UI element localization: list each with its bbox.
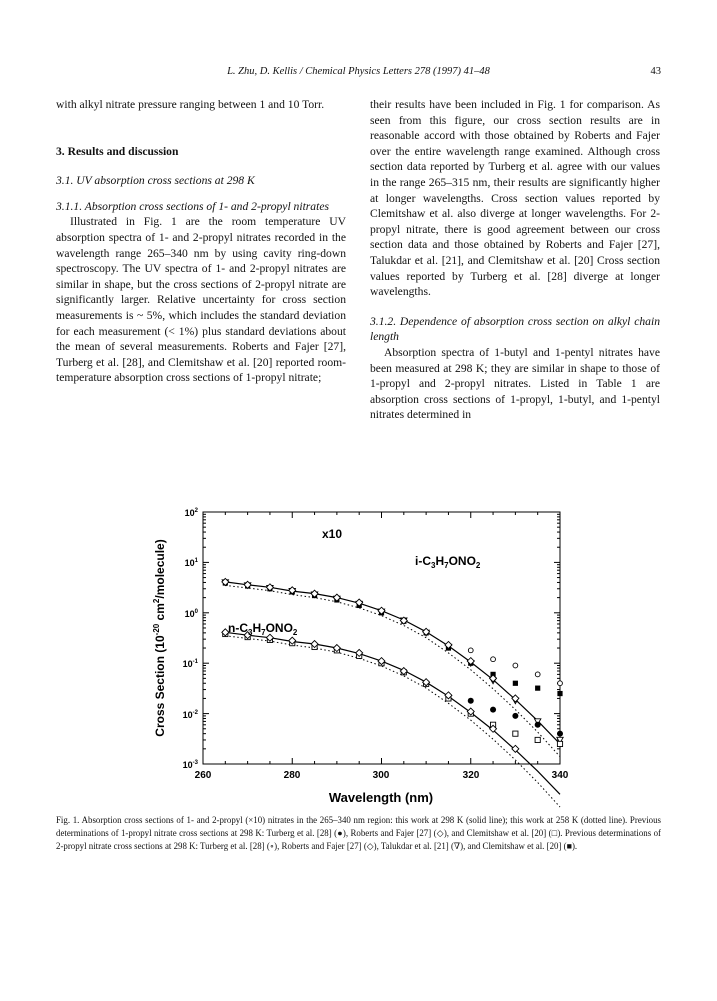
- paragraph: their results have been included in Fig. 1 for comparison. As seen from this figure, our cross section results are in reasonable accord with those obtained by Roberts and Fajer over the entire wavelength range examined. Although cross section data reported by Turberg et al. agree with our values in the range 265–315 nm, their results are significantly higher at longer wavelengths. Cross section values reported by Clemitshaw et al. also diverge at longer wavelengths. For 2-propyl nitrate, there is good agreement between our cross section data and those obtained by Roberts and Fajer [27], Talukdar et al. [21], and Clemitshaw et al. [20] Cross section values reported by Turberg et al. [28] diverge at longer wavelengths.: [370, 98, 660, 299]
- subsubsection-heading: 3.1.2. Dependence of absorption cross section on alkyl chain length: [370, 314, 660, 344]
- y-tick-labels: [183, 508, 199, 770]
- axis-ticks: [203, 512, 560, 764]
- iso-clemitshaw-marker: [535, 686, 540, 691]
- n-clemitshaw-marker: [535, 737, 540, 742]
- iso-clemitshaw-marker: [557, 691, 562, 696]
- n-propyl-label: $n-C_3H_7ONO_2$: [228, 621, 298, 637]
- y-tick-label-0.01: $10^{-2}$: [182, 710, 198, 720]
- n-propyl-258k-line: [225, 636, 560, 807]
- y-tick-label-1: $10^0$: [184, 609, 198, 619]
- y-tick-label-100: $10^2$: [184, 508, 198, 518]
- paragraph: Illustrated in Fig. 1 are the room temperature UV absorption spectra of 1- and 2-propyl nitrates recorded in the wavelength range 265–340 nm by using cavity ring-down spectroscopy. The UV spectra of 1- and 2-propyl nitrates are similar in shape, but the cross sections of 2-propyl nitrate are significantly larger. Relative uncertainty for cross section measurements is ~ 5%, which includes the standard deviation for each measurement (< 1%) plus standard deviations about the mean of several measurements. Roberts and Fajer [27], Turberg et al. [28], and Clemitshaw et al. [20] reported room-temperature absorption cross sections of 1-propyl nitrate;: [56, 215, 346, 385]
- iso-propyl-258k-line: [225, 585, 560, 756]
- iso-turberg-marker: [468, 648, 473, 653]
- paragraph-continued: with alkyl nitrate pressure ranging between 1 and 10 Torr.: [56, 98, 325, 111]
- iso-propyl-298k-line: [225, 582, 560, 744]
- y-tick-exponent: 0: [194, 609, 198, 615]
- y-tick-exponent: 2: [194, 508, 198, 514]
- section-heading: 3. Results and discussion: [56, 144, 179, 158]
- iso-roberts-marker: [512, 695, 519, 702]
- iso-clemitshaw-marker: [513, 681, 518, 686]
- n-turberg-marker: [490, 707, 496, 713]
- n-roberts-marker: [512, 745, 519, 752]
- y-tick-label-0.001: $10^{-3}$: [182, 760, 198, 770]
- n-turberg-marker: [468, 698, 474, 704]
- iso-propyl-label: $i-C_3H_7ONO_2$: [415, 554, 481, 570]
- y-tick-exponent: -2: [192, 710, 198, 716]
- x-axis-label: Wavelength (nm): [328, 790, 434, 805]
- figure-caption: Fig. 1. Absorption cross sections of 1- and 2-propyl (×10) nitrates in the 265–340 nm region: this work at 298 K (solid line); this work at 258 K (dotted line). Previous determinations of 1-propyl nitrate cross sections at 298 K: Turberg et al. [28] (●), Roberts and Fajer [27] (◇), and Clemitshaw et al. [20] (□). Previous determinations of 2-propyl nitrate cross sections at 298 K: Turberg et al. [28] (∘), Roberts and Fajer [27] (◇), Talukdar et al. [21] (∇), and Clemitshaw et al. [20] (■).: [56, 815, 661, 851]
- y-tick-exponent: 1: [194, 558, 198, 564]
- y-tick-exponent: -1: [192, 659, 198, 665]
- paragraph: Absorption spectra of 1-butyl and 1-pentyl nitrates have been measured at 298 K; they are similar in shape to those of 1-propyl and 2-propyl nitrates. Listed in Table 1 are absorption cross sections of 1-propyl, 1-butyl, and 1-pentyl nitrates determined in: [370, 345, 660, 422]
- n-turberg-marker: [535, 722, 541, 728]
- subsubsection-heading: 3.1.1. Absorption cross sections of 1- and 2-propyl nitrates: [56, 199, 329, 213]
- y-tick-label-0.1: $10^{-1}$: [182, 659, 198, 669]
- y-tick-label-10: $10^1$: [184, 558, 198, 568]
- plot-frame: [203, 512, 560, 764]
- x-tick-label: 300: [372, 770, 390, 781]
- plot-area-border: [203, 512, 560, 764]
- data-series: [225, 582, 560, 807]
- x-tick-label: 340: [551, 770, 569, 781]
- running-header: L. Zhu, D. Kellis / Chemical Physics Letters 278 (1997) 41–48: [227, 66, 490, 77]
- n-turberg-marker: [557, 731, 563, 737]
- right-column: [370, 97, 660, 423]
- n-clemitshaw-marker: [557, 741, 562, 746]
- iso-turberg-marker: [491, 657, 496, 662]
- iso-turberg-marker: [513, 663, 518, 668]
- x-tick-label: 320: [462, 770, 480, 781]
- y-tick-exponent: -3: [192, 760, 198, 766]
- x-tick-label: 260: [194, 770, 212, 781]
- iso-turberg-marker: [535, 672, 540, 677]
- n-propyl-298k-line: [225, 632, 560, 794]
- subsection-heading: 3.1. UV absorption cross sections at 298 K: [56, 174, 255, 188]
- figure-1: [140, 500, 580, 810]
- n-turberg-marker: [512, 713, 518, 719]
- x-tick-label: 280: [283, 770, 301, 781]
- scale-annotation: x10: [322, 527, 343, 541]
- page-number: 43: [650, 66, 661, 77]
- x-tick-labels: [195, 770, 569, 781]
- n-clemitshaw-marker: [513, 731, 518, 736]
- iso-turberg-marker: [558, 681, 563, 686]
- left-column: [56, 97, 346, 386]
- cross-section-chart: [140, 500, 580, 810]
- y-axis-label: Cross Section ($10^{-20}$ $cm^2/molecule$): [152, 539, 167, 737]
